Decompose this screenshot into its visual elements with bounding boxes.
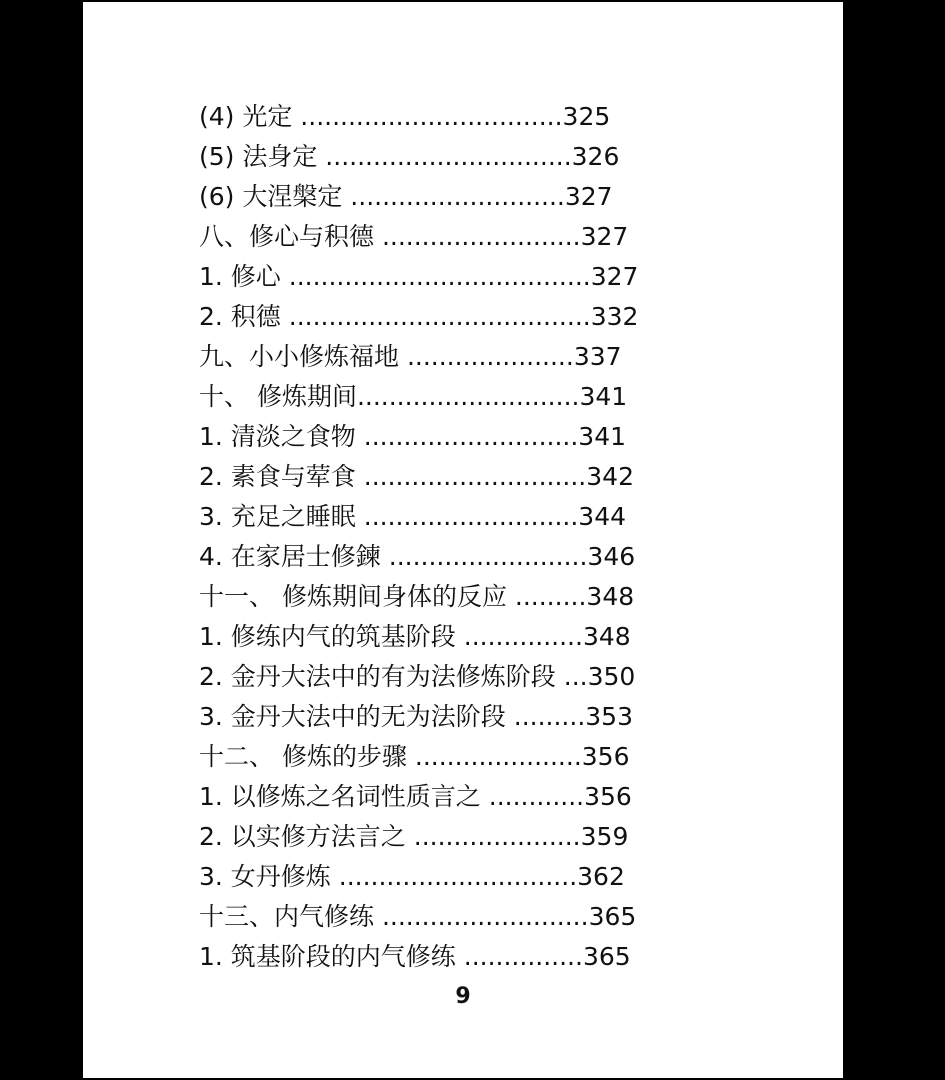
toc-entry: 4. 在家居士修鍊 .........................346: [199, 542, 636, 571]
toc-entry: 3. 充足之睡眠 ...........................344: [199, 502, 627, 531]
toc-entry: 十三、内气修练 ..........................365: [199, 902, 637, 931]
toc-entry: 1. 修心 ......................................327: [199, 262, 639, 291]
table-of-contents: [199, 97, 699, 977]
toc-entry: 2. 金丹大法中的有为法修炼阶段 ...350: [199, 662, 636, 691]
toc-entry: 2. 积德 ......................................332: [199, 302, 639, 331]
toc-entry: 九、小小修炼福地 .....................337: [199, 342, 622, 371]
toc-entry: 1. 清淡之食物 ...........................341: [199, 422, 627, 451]
toc-entry: 3. 女丹修炼 ..............................362: [199, 862, 625, 891]
toc-entry: 2. 素食与荤食 ............................342: [199, 462, 634, 491]
toc-entry: 2. 以实修方法言之 .....................359: [199, 822, 629, 851]
page-number: 9: [455, 984, 471, 1009]
toc-entry: 十一、 修炼期间身体的反应 .........348: [199, 582, 635, 611]
toc-entry: 十、 修炼期间............................341: [199, 382, 628, 411]
toc-entry: 八、修心与积德 .........................327: [199, 222, 629, 251]
toc-entry: 十二、 修炼的步骤 .....................356: [199, 742, 630, 771]
toc-entry: 1. 以修炼之名词性质言之 ............356: [199, 782, 632, 811]
toc-entry: (6) 大涅槃定 ...........................327: [199, 182, 613, 211]
toc-entry: 3. 金丹大法中的无为法阶段 .........353: [199, 702, 633, 731]
toc-entry: (4) 光定 .................................325: [199, 102, 611, 131]
toc-entry: (5) 法身定 ...............................326: [199, 142, 620, 171]
document-page: [83, 2, 843, 1078]
toc-entry: 1. 修练内气的筑基阶段 ...............348: [199, 622, 631, 651]
toc-entry: 1. 筑基阶段的内气修练 ...............365: [199, 942, 631, 971]
